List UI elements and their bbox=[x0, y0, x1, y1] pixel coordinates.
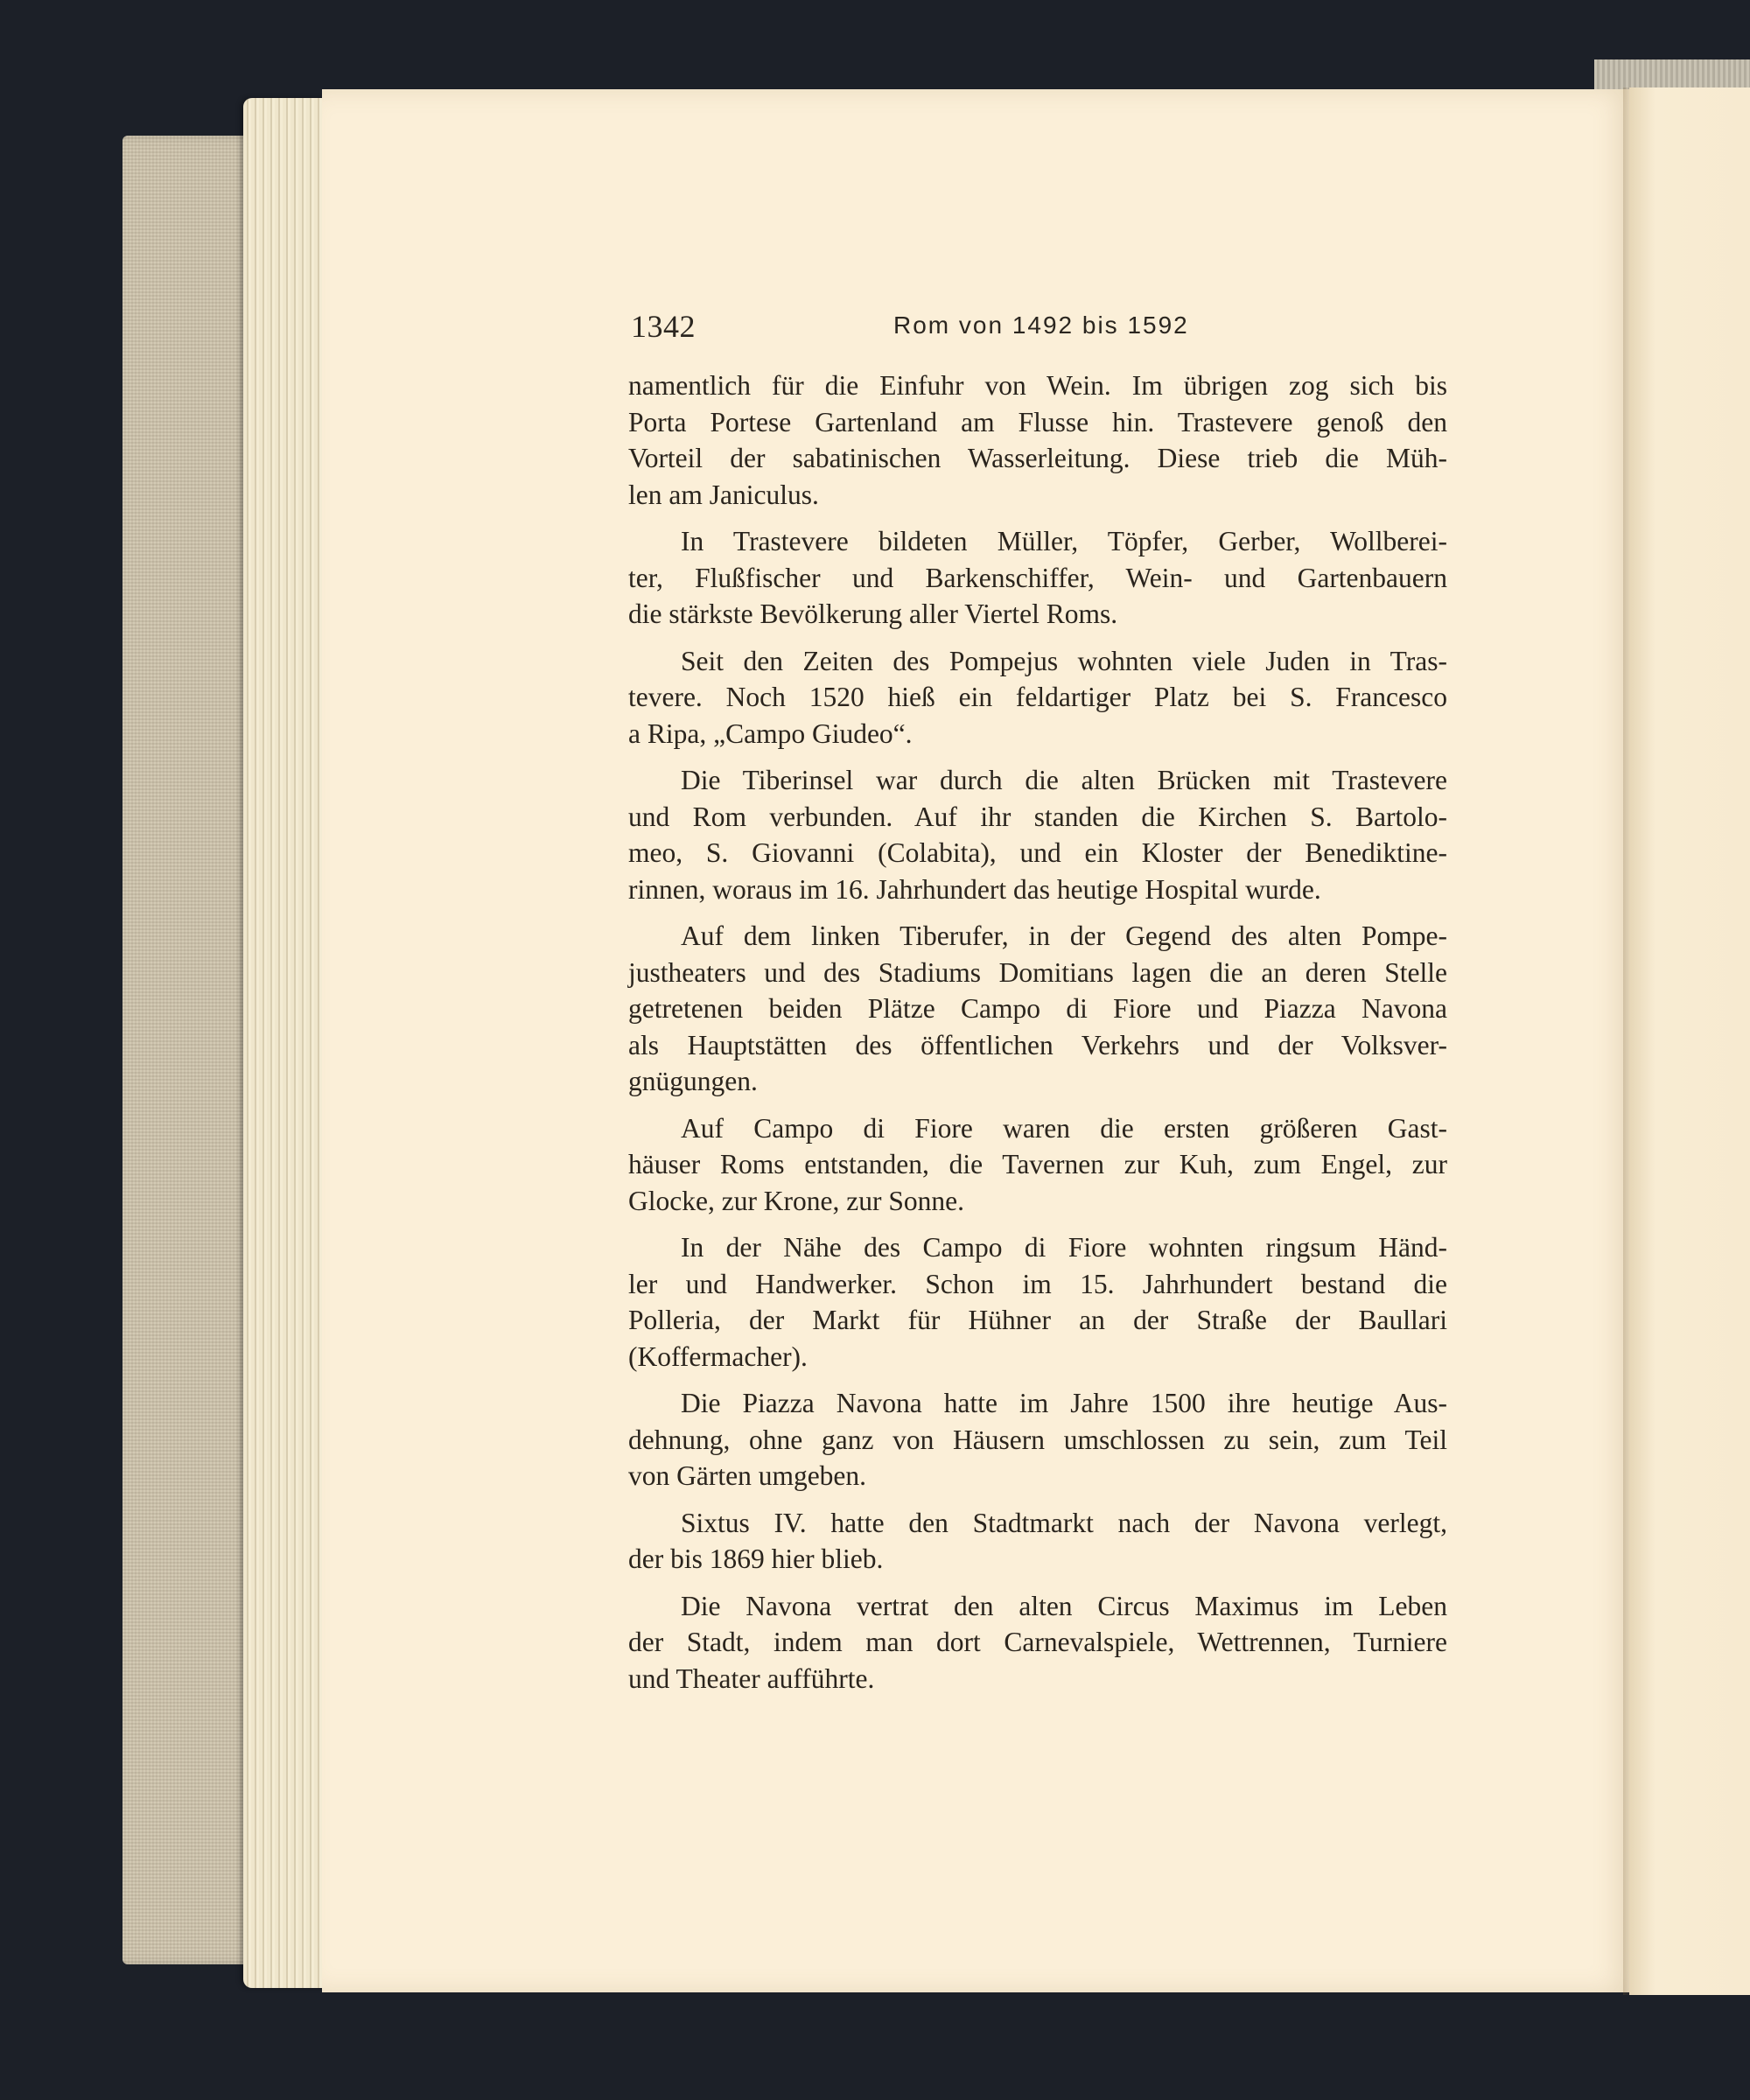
paragraph bbox=[628, 1229, 1447, 1375]
text-line: getretenen beiden Plätze Campo di Fiore und Piazza Navona bbox=[628, 993, 1447, 1024]
running-title: Rom von 1492 bis 1592 bbox=[893, 312, 1189, 339]
paragraph bbox=[628, 643, 1447, 752]
page-number: 1342 bbox=[631, 309, 696, 344]
text-line: dehnung, ohne ganz von Häusern umschlossen zu sein, zum Teil bbox=[628, 1424, 1447, 1455]
text-line: von Gärten umgeben. bbox=[628, 1460, 867, 1491]
text-line: tevere. Noch 1520 hieß ein feldartiger Platz bei S. Francesco bbox=[628, 682, 1447, 712]
text-line: Die Tiberinsel war durch die alten Brücken mit Trastevere bbox=[681, 765, 1447, 795]
text-line: ter, Flußfischer und Barkenschiffer, Wein- und Gartenbauern bbox=[628, 562, 1447, 593]
text-line: ler und Handwerker. Schon im 15. Jahrhundert bestand die bbox=[628, 1268, 1447, 1299]
text-line: häuser Roms entstanden, die Tavernen zur Kuh, zum Engel, zur bbox=[628, 1149, 1447, 1180]
paragraph bbox=[628, 762, 1447, 907]
text-line: In der Nähe des Campo di Fiore wohnten ringsum Händ- bbox=[681, 1232, 1447, 1263]
text-line: justheaters und des Stadiums Domitians lagen die an deren Stelle bbox=[628, 956, 1447, 988]
text-line: Seit den Zeiten des Pompejus wohnten viele Juden in Tras- bbox=[681, 645, 1447, 676]
text-line: Vorteil der sabatinischen Wasserleitung. Diese trieb die Müh- bbox=[628, 443, 1447, 473]
text-line: Sixtus IV. hatte den Stadtmarkt nach der Navona verlegt, bbox=[681, 1507, 1447, 1538]
text-line: rinnen, woraus im 16. Jahrhundert das heutige Hospital wurde. bbox=[628, 873, 1321, 905]
text-line: len am Janiculus. bbox=[628, 479, 819, 510]
page-edges bbox=[243, 98, 331, 1988]
text-line: Porta Portese Gartenland am Flusse hin. Trastevere genoß den bbox=[628, 406, 1447, 438]
book-cover-left bbox=[122, 136, 254, 1964]
text-line: (Koffermacher). bbox=[628, 1340, 808, 1372]
paragraph bbox=[628, 1588, 1447, 1698]
text-line: gnügungen. bbox=[628, 1066, 758, 1096]
text-line: Polleria, der Markt für Hühner an der Straße der Baullari bbox=[628, 1305, 1447, 1335]
running-head bbox=[631, 308, 1445, 352]
text-line: a Ripa, „Campo Giudeo“. bbox=[628, 718, 913, 749]
body-text bbox=[628, 368, 1447, 1707]
text-line: der Stadt, indem man dort Carnevalspiele, Wettrennen, Turniere bbox=[628, 1627, 1447, 1657]
text-line: Auf dem linken Tiberufer, in der Gegend des alten Pompe- bbox=[681, 920, 1447, 951]
text-line: und Rom verbunden. Auf ihr standen die Kirchen S. Bartolo- bbox=[628, 801, 1447, 832]
facing-page bbox=[1629, 88, 1750, 1995]
text-line: die stärkste Bevölkerung aller Viertel Roms. bbox=[628, 598, 1118, 629]
paragraph bbox=[628, 918, 1447, 1100]
text-line: der bis 1869 hier blieb. bbox=[628, 1544, 884, 1574]
text-line: meo, S. Giovanni (Colabita), und ein Kloster der Benediktine- bbox=[628, 837, 1447, 868]
text-line: als Hauptstätten des öffentlichen Verkehrs und der Volksver- bbox=[628, 1029, 1447, 1060]
text-line: Die Navona vertrat den alten Circus Maximus im Leben bbox=[681, 1590, 1447, 1621]
text-line: Die Piazza Navona hatte im Jahre 1500 ihre heutige Aus- bbox=[681, 1388, 1447, 1418]
paragraph bbox=[628, 1385, 1447, 1494]
text-line: Auf Campo di Fiore waren die ersten größeren Gast- bbox=[681, 1112, 1447, 1144]
paragraph bbox=[628, 368, 1447, 513]
text-line: namentlich für die Einfuhr von Wein. Im übrigen zog sich bis bbox=[628, 370, 1447, 401]
text-line: In Trastevere bildeten Müller, Töpfer, Gerber, Wollberei- bbox=[681, 526, 1447, 556]
text-line: und Theater aufführte. bbox=[628, 1662, 875, 1694]
text-line: Glocke, zur Krone, zur Sonne. bbox=[628, 1185, 964, 1216]
paragraph bbox=[628, 1110, 1447, 1220]
paragraph bbox=[628, 523, 1447, 633]
paragraph bbox=[628, 1505, 1447, 1578]
